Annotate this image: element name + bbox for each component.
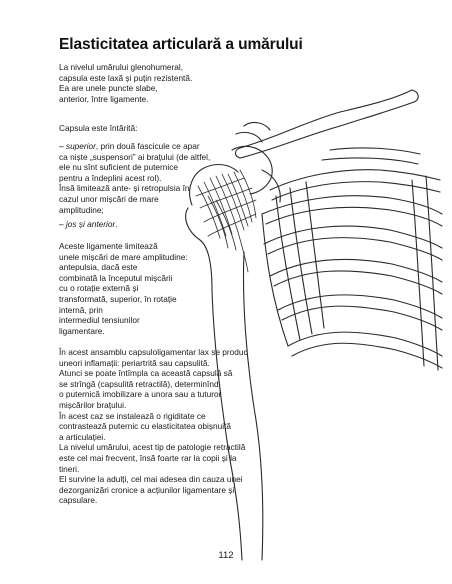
paragraph-ligaments: Aceste ligamente limitează unele mișcări de mare amplitudine: antepulsia, dacă este combinată la începutul mișcării cu o rotație externă și transformată, superior, în rotație internă, prin intermediul tensiunilor ligamentare.	[59, 241, 188, 336]
rib-cage-drawing	[262, 148, 442, 370]
paragraph-intro: La nivelul umărului glenohumeral, capsula este laxă și puțin rezistentă. Ea are unele puncte slabe, anterior, între ligamente.	[59, 62, 193, 104]
inferior-lead-text: – jos și anterior	[59, 219, 116, 229]
paragraph-superior	[59, 141, 269, 215]
superior-body-text: , prin două fascicule ce apar ca niște „suspensori” ai brațului (de altfel, ele nu sînt suficient de puternice pentru a îndeplini acest rol). Însă limitează ante- și retropulsia în cazul unor mișcări de mare amplitudine;	[59, 141, 211, 215]
page-title: Elasticitatea articulară a umărului	[59, 36, 303, 53]
page-number: 112	[218, 550, 234, 561]
paragraph-inferior	[59, 219, 259, 230]
inferior-body-text: .	[115, 219, 118, 229]
paragraph-pathology: În acest ansamblu capsuloligamentar lax se produc uneori inflamații: periartrită sau capsulită. Atunci se poate întîmpla ca această capsulă să se strîngă (capsulită retractilă), determinînd o puternică imobilizare a unora sau a tuturor mișcărilor brațului. În acest caz se instalează o rigiditate ce contrastează puternic cu elasticitatea obișnuită a articulației. La nivelul umărului, acest tip de patologie retractilă este cel mai frecvent, însă foarte rar la copii și la tineri. El survine la adulți, cel mai adesea din cauza unei dezorganizări cronice a acțiunilor ligamentare și capsulare.	[59, 347, 248, 506]
paragraph-capsule: Capsula este întărită:	[59, 123, 138, 133]
superior-lead-text: – superior	[59, 141, 96, 151]
